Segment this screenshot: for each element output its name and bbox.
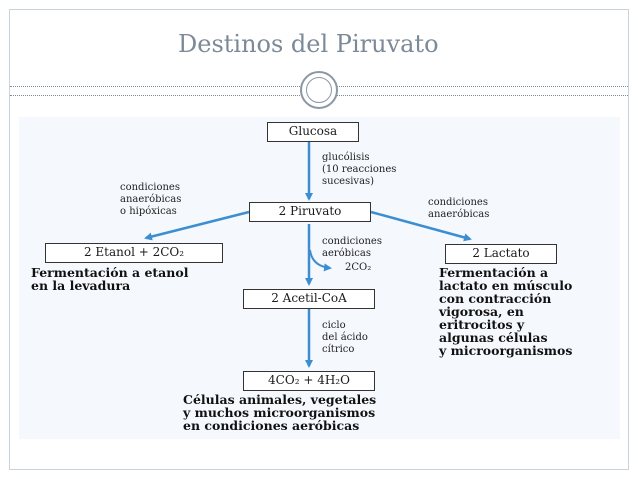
node-glucosa: Glucosa bbox=[267, 122, 359, 142]
label-ciclo-acido-citrico: ciclo del ácido cítrico bbox=[322, 320, 368, 355]
node-etanol: 2 Etanol + 2CO₂ bbox=[45, 243, 223, 263]
desc-fermentacion-etanol: Fermentación a etanol en la levadura bbox=[31, 265, 189, 293]
node-piruvato: 2 Piruvato bbox=[249, 202, 371, 222]
node-acetil-coa: 2 Acetil-CoA bbox=[243, 289, 375, 309]
label-anaerobicas-hipoxicas: condiciones anaeróbicas o hipóxicas bbox=[120, 182, 182, 217]
node-lactato: 2 Lactato bbox=[445, 244, 557, 264]
label-aerobicas: condiciones aeróbicas bbox=[322, 236, 382, 259]
slide-title: Destinos del Piruvato bbox=[178, 30, 439, 58]
desc-fermentacion-lactato: Fermentación a lactato en músculo con contracción vigorosa, en eritrocitos y algunas células y microorganismos bbox=[439, 265, 573, 358]
label-anaerobicas: condiciones anaeróbicas bbox=[428, 197, 490, 220]
label-co2: 2CO₂ bbox=[345, 262, 372, 273]
label-glucolisis: glucólisis (10 reacciones sucesivas) bbox=[322, 152, 397, 187]
desc-condiciones-aerobicas: Células animales, vegetales y muchos microorganismos en condiciones aeróbicas bbox=[183, 392, 377, 433]
node-co2-h2o: 4CO₂ + 4H₂O bbox=[243, 371, 375, 391]
